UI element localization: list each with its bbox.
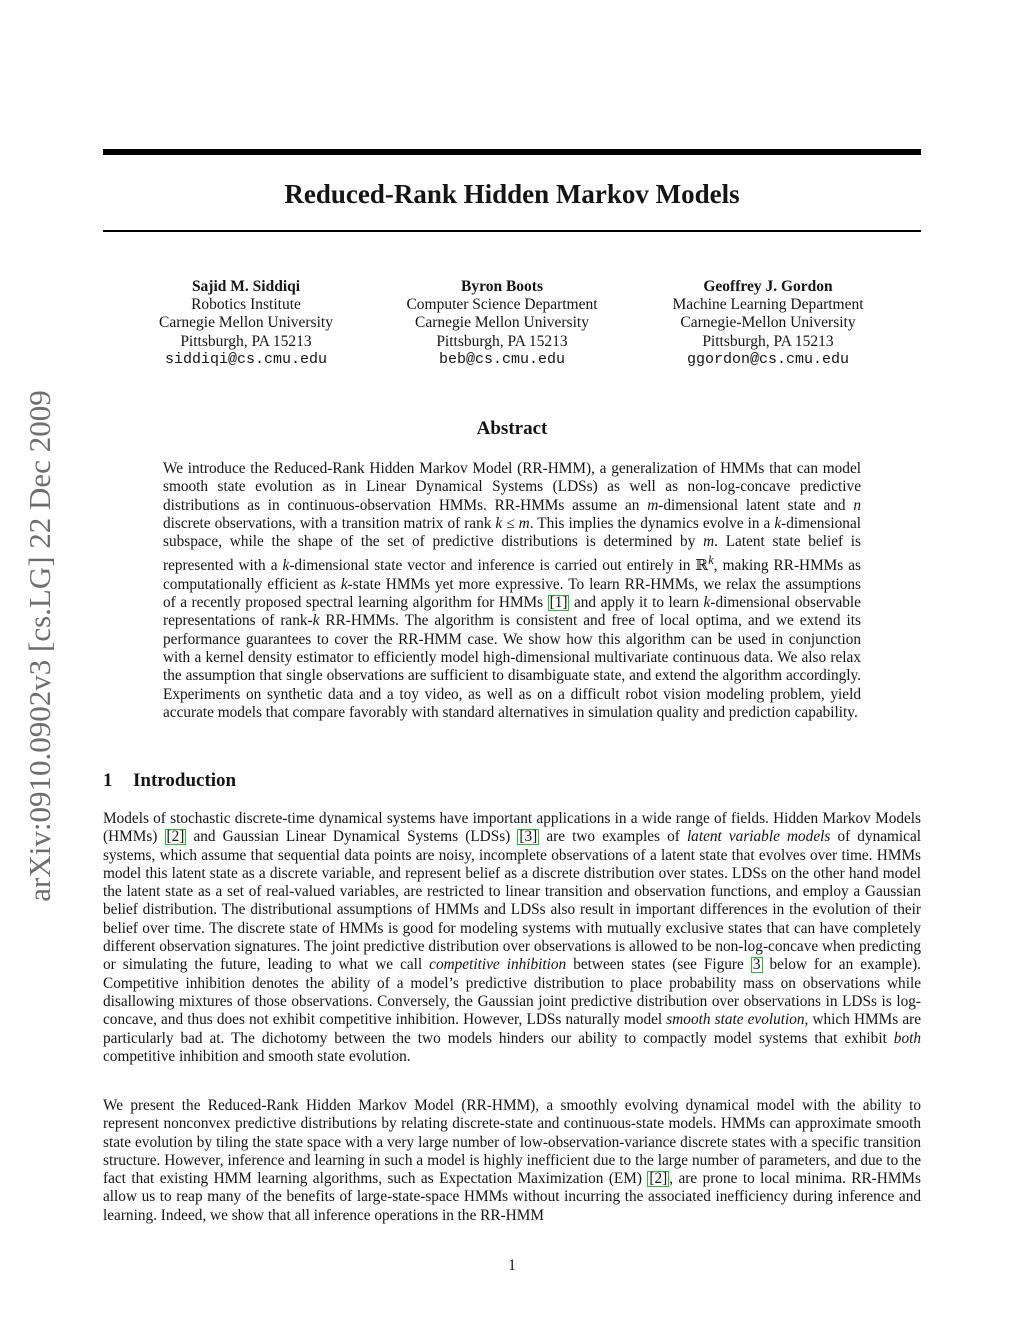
paragraph-text: We present the Reduced-Rank Hidden Markov Model (RR-HMM), a smoothly evolving dynamical model with the ability to represent nonconvex predictive distributions by relating discrete-state and continuous-state models. HMMs can approximate smooth state evolution by tiling the state space with a very large number of low-observation-variance discrete states with a specific transition structure. However, inference and learning in such a model is highly inefficient due to the large number of parameters, and due to the fact that existing HMM learning algorithms, such as Expectation Maximization (EM) [103,1097,921,1188]
abstract-body [163,460,861,722]
page-number: 1 [508,1257,516,1274]
citation-link[interactable]: [3] [519,828,538,846]
emphasis-text: latent variable models [686,828,831,846]
author-institution: Carnegie Mellon University [415,314,589,332]
abstract-text: . Latent state belief is represented with a [163,533,862,575]
citation-link[interactable]: [2] [649,1170,668,1188]
title-rule-top [103,149,921,155]
section-number: 1 [103,770,113,791]
paragraph-text: competitive inhibition and smooth state evolution. [103,1047,411,1065]
math-superscript-k: k [708,553,714,568]
emphasis-text: both [893,1029,921,1047]
emphasis-text: smooth state evolution [666,1011,805,1029]
abstract-text: -state HMMs yet more expressive. To learn RR-HMMs, we relax the assumptions of a recently proposed spectral learning algorithm for HMMs [163,575,861,612]
author-institution: Carnegie Mellon University [159,314,333,332]
intro-paragraph-1 [103,810,921,1066]
abstract-text: and apply it to learn [569,594,704,612]
author-email[interactable]: ggordon@cs.cmu.edu [686,350,850,368]
author-email[interactable]: siddiqi@cs.cmu.edu [164,350,328,368]
paragraph-text: , which HMMs are particularly bad at. The dichotomy between the two models hinders our ability to compactly model systems that exhibit [103,1011,921,1047]
citation-link[interactable]: [2] [166,828,185,846]
author-affiliation: Computer Science Department [406,296,598,314]
math-k: k [340,575,348,593]
math-real-space: ℝ [695,557,709,575]
author-affiliation: Machine Learning Department [672,296,864,314]
math-rank-inequality: k ≤ m [495,514,530,532]
author-name: Geoffrey J. Gordon [703,278,833,295]
abstract-text: RR-HMMs. The algorithm is consistent and free of local optima, and we extend its performance guarantees to cover the RR-HMM case. We show how this algorithm can be used in conjunction with a kernel density estimator to efficiently model high-dimensional multivariate continuous data. We also relax the assumption that single observations are sufficient to disambiguate state, and extend the algorithm accordingly. Experiments on synthetic data and a toy video, as well as on a difficult robot vision modeling problem, yield accurate models that compare favorably with standard alternatives in simulation quality and prediction capability. [163,612,861,721]
abstract-text: We introduce the Reduced-Rank Hidden Markov Model (RR-HMM), a generalization of HMMs that can model smooth state evolution as in Linear Dynamical Systems (LDSs) as well as non-log-concave predictive distributions as in continuous-observation HMMs. RR-HMMs assume an [163,460,861,514]
math-k: k [774,514,782,532]
paragraph-text: between states (see Figure [566,956,751,974]
math-m: m [703,533,715,551]
author-institution: Carnegie-Mellon University [680,314,856,332]
abstract-text: . This implies the dynamics evolve in a [529,514,775,532]
citation-link[interactable]: [1] [549,594,568,612]
author-name: Byron Boots [461,278,543,295]
emphasis-text: competitive inhibition [429,956,567,974]
figure-reference-link[interactable]: 3 [752,956,761,974]
abstract-text: -dimensional latent state and [658,496,854,514]
arxiv-identifier: arXiv:0910.0902v3 [cs.LG] 22 Dec 2009 [22,390,57,902]
abstract-text: discrete observations, with a transition matrix of rank [163,514,496,532]
paragraph-text: are two examples of [539,828,687,846]
abstract-text: -dimensional observable representations of rank- [163,594,861,630]
paper-title: Reduced-Rank Hidden Markov Models [284,179,740,209]
author-address: Pittsburgh, PA 15213 [180,332,312,350]
math-k: k [312,612,320,630]
math-m: m [647,496,659,514]
paragraph-text: , are prone to local minima. RR-HMMs allow us to reap many of the benefits of large-state-space HMMs without incurring the associated inefficiency during inference and learning. Indeed, we show that all inference operations in the RR-HMM [103,1170,921,1224]
author-address: Pittsburgh, PA 15213 [436,332,568,350]
paragraph-text: below for an example). Competitive inhibition denotes the ability of a model’s predictive distribution to place probability mass on observations while disallowing mixtures of those observations. Conversely, the Gaussian joint predictive distribution over observations in LDSs is log-concave, and thus does not exhibit competitive inhibition. However, LDSs naturally model [103,956,921,1029]
author-block [103,278,921,369]
math-k: k [703,594,711,612]
section-title: Introduction [133,770,237,791]
abstract-text: -dimensional state vector and inference is carried out entirely in [289,557,696,575]
author-2 [389,278,615,369]
author-1 [103,278,389,369]
section-heading-introduction [103,769,236,793]
math-n: n [853,496,861,514]
author-name: Sajid M. Siddiqi [191,278,301,295]
abstract-text: -dimensional subspace, while the shape of the set of predictive distributions is determined by [163,514,861,551]
author-affiliation: Robotics Institute [191,296,301,314]
title-rule-bottom [103,230,921,232]
math-k: k [282,557,290,575]
author-3 [615,278,921,369]
paragraph-text: of dynamical systems, which assume that sequential data points are noisy, incomplete observations of a latent state that evolves over time. HMMs model this latent state as a discrete variable, and represent belief as a discrete distribution over states. LDSs on the other hand model the latent state as a set of real-valued variables, are restricted to linear transition and observation functions, and employ a Gaussian belief distribution. The distributional assumptions of HMMs and LDSs also result in important differences in the evolution of their belief over time. The discrete state of HMMs is good for modeling systems with mutually exclusive states that can have completely different observation signatures. The joint predictive distribution over observations is allowed to be non-log-concave when predicting or simulating the future, leading to what we call [103,828,922,974]
author-email[interactable]: beb@cs.cmu.edu [438,350,566,368]
intro-paragraph-2 [103,1097,921,1225]
author-address: Pittsburgh, PA 15213 [702,332,834,350]
paragraph-text: and Gaussian Linear Dynamical Systems (LDSs) [186,828,518,846]
abstract-text: , making RR-HMMs as computationally efficient as [163,557,861,593]
paragraph-text: Models of stochastic discrete-time dynamical systems have important applications in a wide range of fields. Hidden Markov Models (HMMs) [103,810,921,846]
abstract-heading: Abstract [476,418,548,439]
